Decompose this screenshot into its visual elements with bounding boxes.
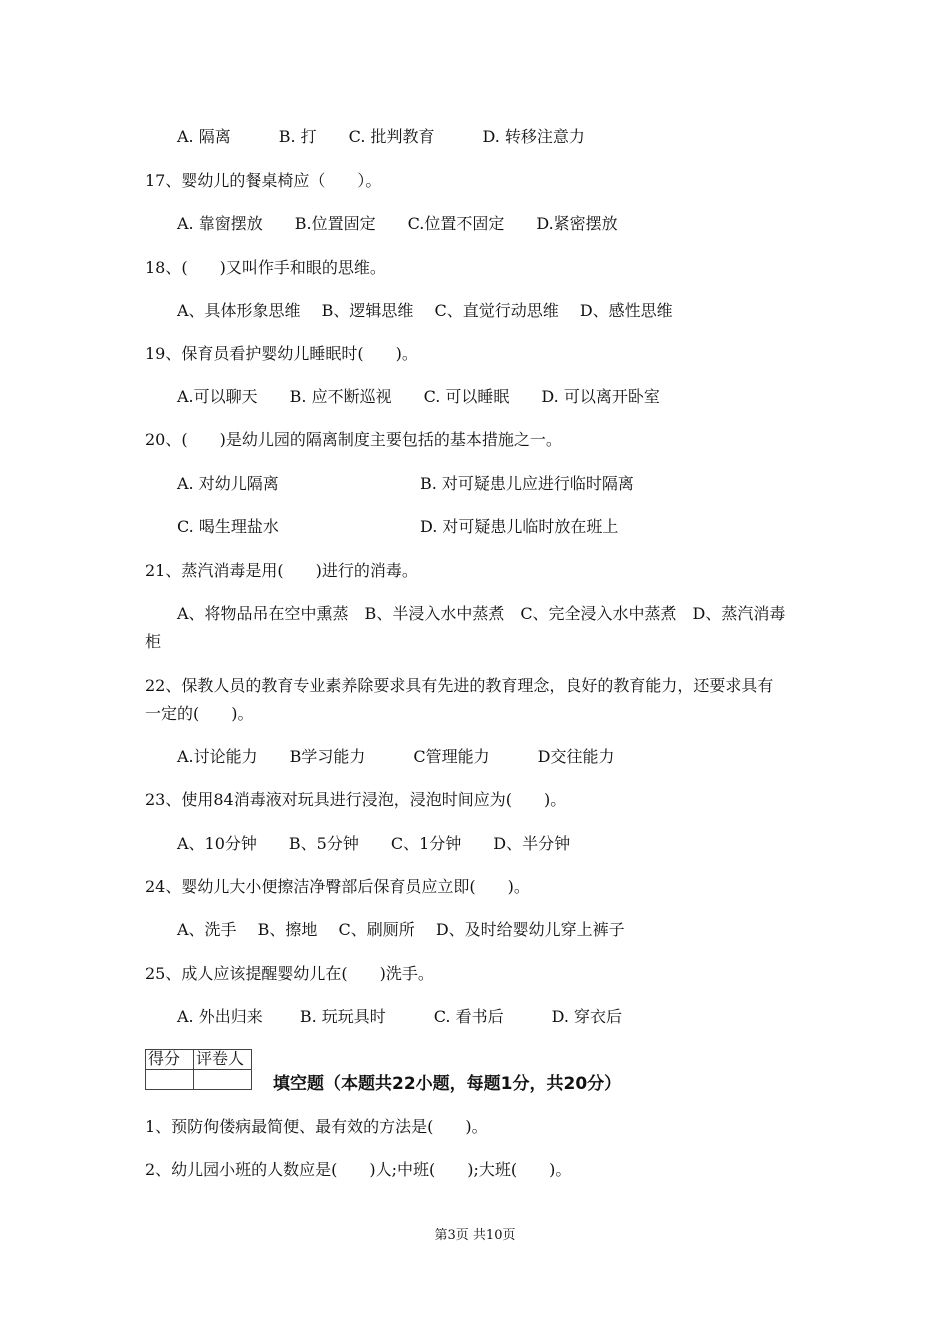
q20-option-b: B. 对可疑患儿应进行临时隔离 xyxy=(420,474,634,493)
question-22-continued: 一定的( )。 xyxy=(145,704,254,723)
q22-options: A.讨论能力 B学习能力 C管理能力 D交往能力 xyxy=(177,747,615,766)
question-21: 21、蒸汽消毒是用( )进行的消毒。 xyxy=(145,561,418,580)
q20-option-d: D. 对可疑患儿临时放在班上 xyxy=(420,517,619,536)
question-18: 18、( )又叫作手和眼的思维。 xyxy=(145,258,386,277)
q24-options: A、洗手 B、擦地 C、刷厕所 D、及时给婴幼儿穿上裤子 xyxy=(177,920,625,939)
score-label: 得分 xyxy=(146,1050,194,1070)
q21-options-continued: 柜 xyxy=(145,632,162,651)
question-17: 17、婴幼儿的餐桌椅应（ ）。 xyxy=(145,171,382,190)
question-19: 19、保育员看护婴幼儿睡眠时( )。 xyxy=(145,344,418,363)
score-cell xyxy=(146,1070,194,1090)
section-title: 填空题（本题共22小题，每题1分，共20分） xyxy=(273,1074,622,1094)
grader-label: 评卷人 xyxy=(194,1050,252,1070)
q17-options: A. 靠窗摆放 B.位置固定 C.位置不固定 D.紧密摆放 xyxy=(177,214,618,233)
q16-options: A. 隔离 B. 打 C. 批判教育 D. 转移注意力 xyxy=(177,127,585,146)
fill-question-2: 2、幼儿园小班的人数应是( )人;中班( );大班( )。 xyxy=(145,1160,572,1179)
q19-options: A.可以聊天 B. 应不断巡视 C. 可以睡眠 D. 可以离开卧室 xyxy=(177,387,660,406)
question-24: 24、婴幼儿大小便擦洁净臀部后保育员应立即( )。 xyxy=(145,877,530,896)
q21-options: A、将物品吊在空中熏蒸 B、半浸入水中蒸煮 C、完全浸入水中蒸煮 D、蒸汽消毒 xyxy=(177,604,786,623)
page-footer: 第3页 共10页 xyxy=(434,1228,516,1243)
question-20: 20、( )是幼儿园的隔离制度主要包括的基本措施之一。 xyxy=(145,430,562,449)
q20-option-a: A. 对幼儿隔离 xyxy=(177,474,279,493)
q20-option-c: C. 喝生理盐水 xyxy=(177,517,279,536)
grader-cell xyxy=(194,1070,252,1090)
question-25: 25、成人应该提醒婴幼儿在( )洗手。 xyxy=(145,964,434,983)
q18-options: A、具体形象思维 B、逻辑思维 C、直觉行动思维 D、感性思维 xyxy=(177,301,673,320)
score-table xyxy=(145,1049,252,1090)
q25-options: A. 外出归来 B. 玩玩具时 C. 看书后 D. 穿衣后 xyxy=(177,1007,623,1026)
q23-options: A、10分钟 B、5分钟 C、1分钟 D、半分钟 xyxy=(177,834,571,853)
fill-question-1: 1、预防佝偻病最简便、最有效的方法是( )。 xyxy=(145,1117,488,1136)
question-22: 22、保教人员的教育专业素养除要求具有先进的教育理念，良好的教育能力，还要求具有 xyxy=(145,676,774,695)
question-23: 23、使用84消毒液对玩具进行浸泡，浸泡时间应为( )。 xyxy=(145,790,567,809)
